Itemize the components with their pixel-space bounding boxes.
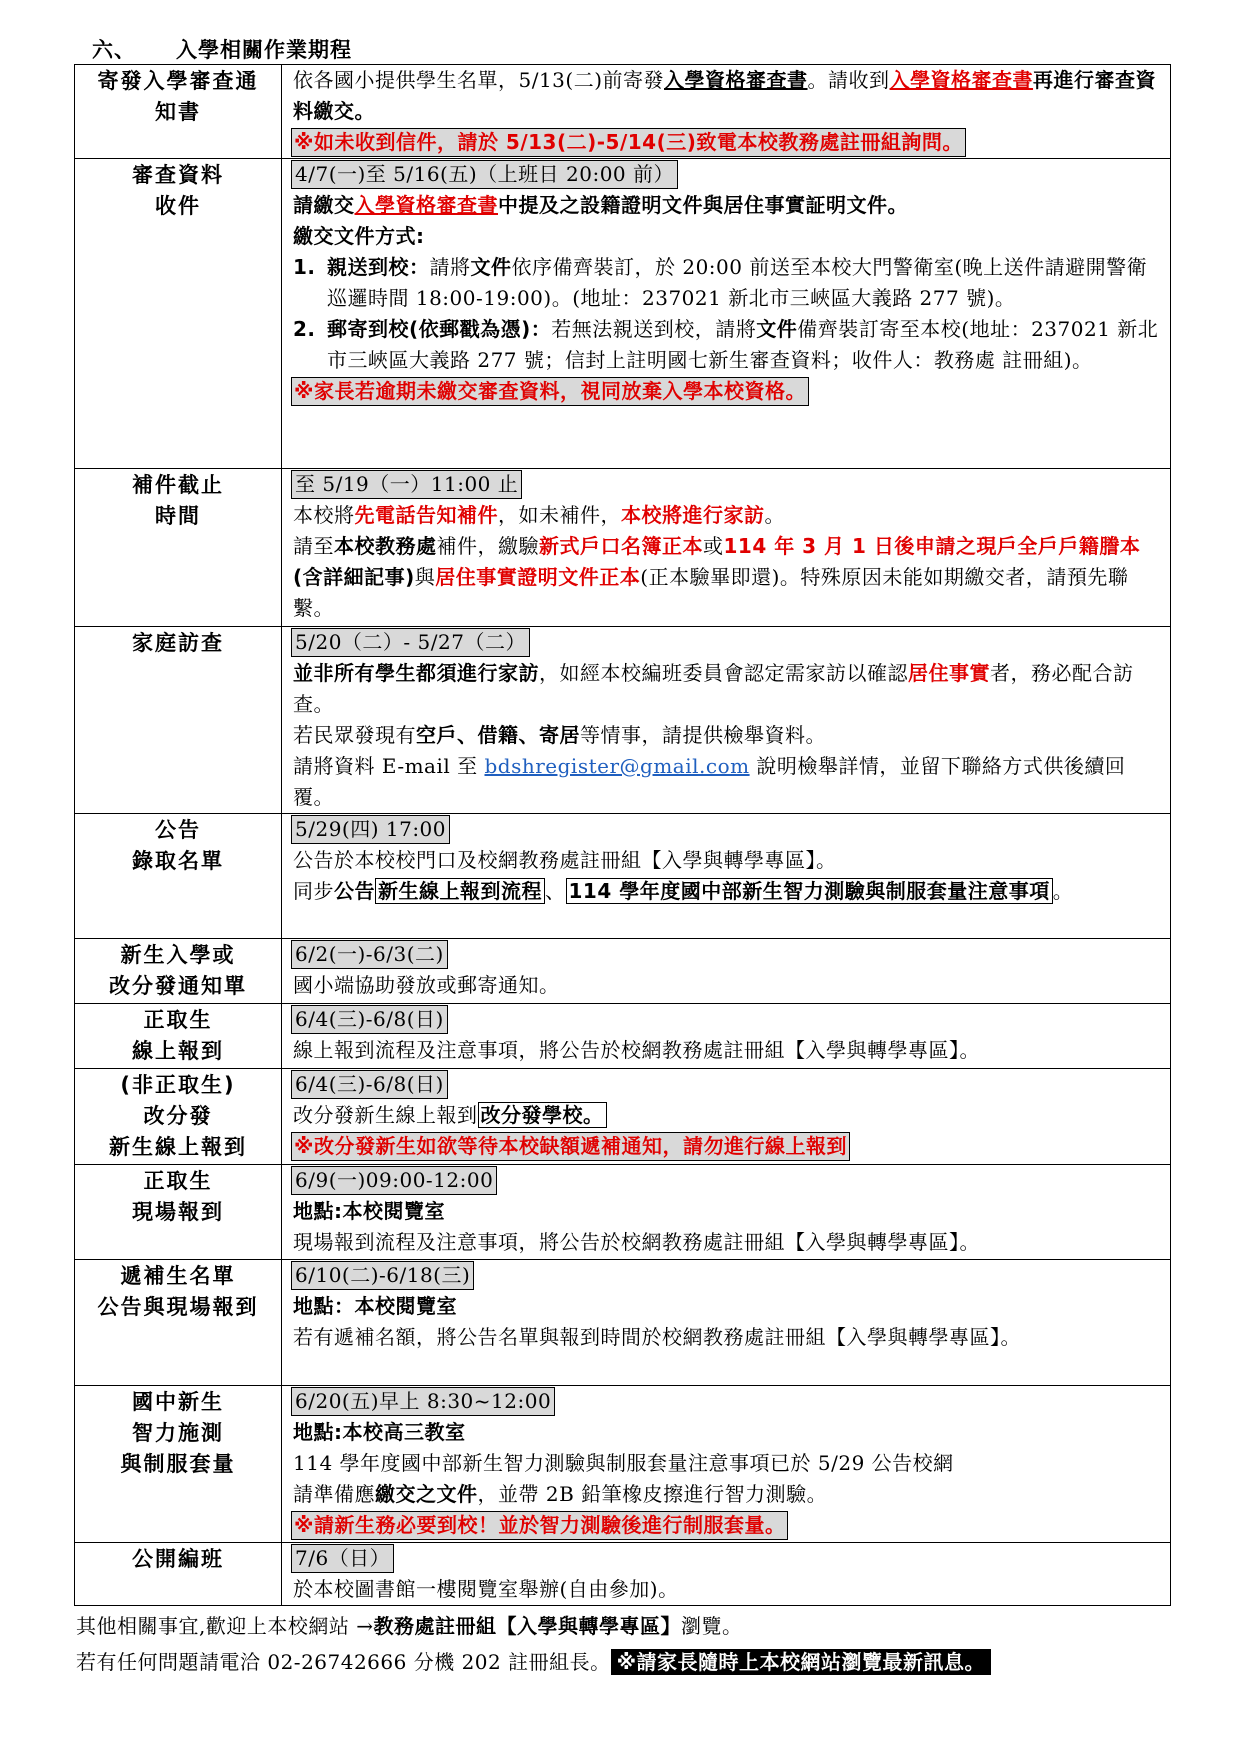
row-content: 6/2(一)-6/3(二) 國小端協助發放或郵寄通知。 bbox=[282, 939, 1171, 1004]
email-link[interactable]: bdshregister@gmail.com bbox=[484, 754, 750, 778]
row-label: 國中新生 智力施測 與制服套量 bbox=[75, 1386, 282, 1543]
footer-contact-line: 若有任何問題請電洽 02-26742666 分機 202 註冊組長。 ※請家長隨時上本校網站瀏覽最新訊息。 bbox=[76, 1647, 991, 1677]
date-box: 7/6（日） bbox=[291, 1544, 394, 1573]
row-label: 新生入學或 改分發通知單 bbox=[75, 939, 282, 1004]
warning-note: ※改分發新生如欲等待本校缺額遞補通知，請勿進行線上報到 bbox=[291, 1132, 850, 1161]
date-box: 6/2(一)-6/3(二) bbox=[291, 940, 448, 969]
row-label: 補件截止 時間 bbox=[75, 469, 282, 627]
section-number: 六、 bbox=[92, 38, 136, 62]
table-row bbox=[75, 1004, 1171, 1069]
warning-note: ※請新生務必要到校！並於智力測驗後進行制服套量。 bbox=[291, 1511, 788, 1540]
row-label: 審查資料 收件 bbox=[75, 159, 282, 469]
row-content: 7/6（日） 於本校圖書館一樓閱覽室舉辦(自由參加)。 bbox=[282, 1543, 1171, 1606]
footer-notice: ※請家長隨時上本校網站瀏覽最新訊息。 bbox=[611, 1649, 991, 1675]
warning-note: ※如未收到信件，請於 5/13(二)-5/14(三)致電本校教務處註冊組詢問。 bbox=[291, 128, 966, 157]
table-row bbox=[75, 469, 1171, 627]
date-box: 6/9(一)09:00-12:00 bbox=[291, 1166, 497, 1195]
schedule-table bbox=[74, 64, 1171, 1606]
table-row bbox=[75, 65, 1171, 159]
row-content: 6/9(一)09:00-12:00 地點:本校閱覽室 現場報到流程及注意事項，將公告於校網教務處註冊組【入學與轉學專區】。 bbox=[282, 1165, 1171, 1260]
row-label: 公開編班 bbox=[75, 1543, 282, 1606]
row-label: 公告 錄取名單 bbox=[75, 814, 282, 939]
date-box: 至 5/19（一）11:00 止 bbox=[291, 470, 522, 499]
table-row bbox=[75, 939, 1171, 1004]
table-row bbox=[75, 1165, 1171, 1260]
row-content: 4/7(一)至 5/16(五)（上班日 20:00 前） 請繳交入學資格審查書中提及之設籍證明文件與居住事實証明文件。 繳交文件方式: 1. 親送到校：請將文件依序備齊裝訂，於 20:00 前送至本校大門警衛室(晚上送件請避開警衛巡邏時間 18:00-19:00)。(地址：237021 新北市三峽區大義路 277 號)。 2. 郵寄到校(依郵戳為憑)：若無法親送到校，請將文件備齊裝訂寄至本校(地址：237021 新北市三峽區大義路 277 號；信封上註明國七新生審查資料；收件人：教務處 註冊組)。 ※家長若逾期未繳交審查資料，視同放棄入學本校資格。 bbox=[282, 159, 1171, 469]
row-content: 6/20(五)早上 8:30~12:00 地點:本校高三教室 114 學年度國中部新生智力測驗與制服套量注意事項已於 5/29 公告校網 請準備應繳交之文件，並帶 2B 鉛筆橡皮擦進行智力測驗。 ※請新生務必要到校！並於智力測驗後進行制服套量。 bbox=[282, 1386, 1171, 1543]
date-box: 5/20（二）- 5/27（二） bbox=[291, 628, 530, 657]
row-label: 正取生 現場報到 bbox=[75, 1165, 282, 1260]
date-box: 6/20(五)早上 8:30~12:00 bbox=[291, 1387, 555, 1416]
row-label: (非正取生) 改分發 新生線上報到 bbox=[75, 1069, 282, 1165]
row-label: 寄發入學審查通 知書 bbox=[75, 65, 282, 159]
list-item: 1. 親送到校：請將文件依序備齊裝訂，於 20:00 前送至本校大門警衛室(晚上送件請避開警衛巡邏時間 18:00-19:00)。(地址：237021 新北市三峽區大義路 277 號)。 bbox=[293, 255, 1148, 310]
section-title bbox=[92, 34, 352, 64]
row-label: 家庭訪查 bbox=[75, 627, 282, 814]
row-content: 5/20（二）- 5/27（二） 並非所有學生都須進行家訪，如經本校編班委員會認定需家訪以確認居住事實者，務必配合訪查。 若民眾發現有空戶、借籍、寄居等情事，請提供檢舉資料。 請將資料 E-mail 至 bdshregister@gmail.com 說明檢舉詳情，並留下聯絡方式供後續回覆。 bbox=[282, 627, 1171, 814]
table-row bbox=[75, 814, 1171, 939]
table-row bbox=[75, 159, 1171, 469]
date-box: 4/7(一)至 5/16(五)（上班日 20:00 前） bbox=[291, 160, 678, 189]
date-box: 6/10(二)-6/18(三) bbox=[291, 1261, 474, 1290]
table-row bbox=[75, 1069, 1171, 1165]
row-content: 6/4(三)-6/8(日) 線上報到流程及注意事項，將公告於校網教務處註冊組【入學與轉學專區】。 bbox=[282, 1004, 1171, 1069]
row-content: 6/4(三)-6/8(日) 改分發新生線上報到 改分發學校。 ※改分發新生如欲等待本校缺額遞補通知，請勿進行線上報到 bbox=[282, 1069, 1171, 1165]
date-box: 5/29(四) 17:00 bbox=[291, 815, 450, 844]
table-row bbox=[75, 627, 1171, 814]
registry-link-text: 教務處註冊組【入學與轉學專區】 bbox=[373, 1614, 681, 1638]
list-item: 2. 郵寄到校(依郵戳為憑)：若無法親送到校，請將文件備齊裝訂寄至本校(地址：237021 新北市三峽區大義路 277 號；信封上註明國七新生審查資料；收件人：教務處 註冊組)。 bbox=[293, 317, 1159, 372]
table-row bbox=[75, 1386, 1171, 1543]
row-content: 5/29(四) 17:00 公告於本校校門口及校網教務處註冊組【入學與轉學專區】。 同步公告 新生線上報到流程 、 114 學年度國中部新生智力測驗與制服套量注意事項 。 bbox=[282, 814, 1171, 939]
row-label: 正取生 線上報到 bbox=[75, 1004, 282, 1069]
footer-website-line: 其他相關事宜,歡迎上本校網站 →教務處註冊組【入學與轉學專區】瀏覽。 bbox=[76, 1614, 743, 1638]
row-label: 遞補生名單 公告與現場報到 bbox=[75, 1260, 282, 1386]
table-row bbox=[75, 1260, 1171, 1386]
row-content: 依各國小提供學生名單，5/13(二)前寄發入學資格審查書。請收到入學資格審查書再進行審查資料繳交。 ※如未收到信件，請於 5/13(二)-5/14(三)致電本校教務處註冊組詢問。 bbox=[282, 65, 1171, 159]
section-heading: 入學相關作業期程 bbox=[176, 38, 352, 62]
warning-note: ※家長若逾期未繳交審查資料，視同放棄入學本校資格。 bbox=[291, 377, 809, 406]
table-row bbox=[75, 1543, 1171, 1606]
date-box: 6/4(三)-6/8(日) bbox=[291, 1005, 448, 1034]
date-box: 6/4(三)-6/8(日) bbox=[291, 1070, 448, 1099]
row-content: 至 5/19（一）11:00 止 本校將先電話告知補件，如未補件，本校將進行家訪。 請至本校教務處補件，繳驗新式戶口名簿正本或114 年 3 月 1 日後申請之現戶全戶戶籍謄本(含詳細記事)與居住事實證明文件正本(正本驗畢即還)。特殊原因未能如期繳交者，請預先聯繫。 bbox=[282, 469, 1171, 627]
row-content: 6/10(二)-6/18(三) 地點：本校閱覽室 若有遞補名額，將公告名單與報到時間於校網教務處註冊組【入學與轉學專區】。 bbox=[282, 1260, 1171, 1386]
